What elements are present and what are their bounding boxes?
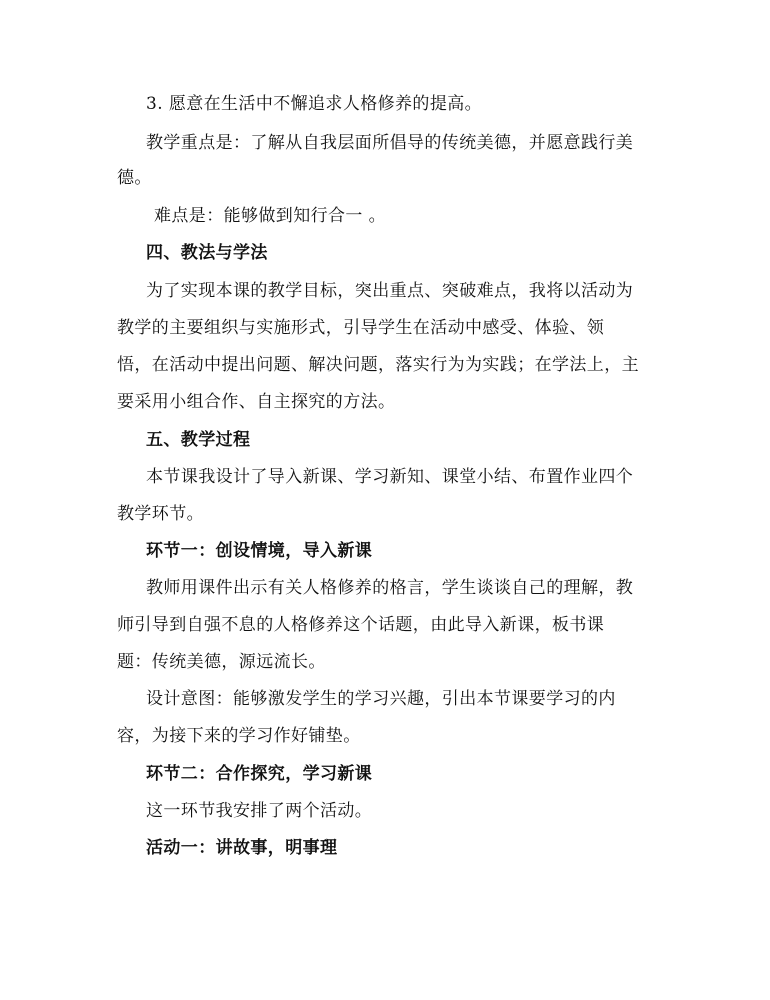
stage-1-line-2: 师引导到自强不息的人格修养这个话题，由此导入新课，板书课 (117, 615, 605, 635)
section-heading-4: 四、教法与学法 (146, 243, 268, 263)
stage-2-intro: 这一环节我安排了两个活动。 (146, 801, 373, 821)
design-intent-line-1: 设计意图：能够激发学生的学习兴趣，引出本节课要学习的内 (146, 689, 616, 709)
method-line-2: 教学的主要组织与实施形式，引导学生在活动中感受、体验、领 (117, 318, 605, 338)
activity-1-heading: 活动一：讲故事，明事理 (146, 838, 338, 858)
key-point-line-2: 德。 (117, 168, 152, 188)
stage-1-line-1: 教师用课件出示有关人格修养的格言，学生谈谈自己的理解，教 (146, 578, 634, 598)
method-line-4: 要采用小组合作、自主探究的方法。 (117, 392, 396, 412)
design-intent-line-2: 容，为接下来的学习作好铺垫。 (117, 726, 361, 746)
method-line-3: 悟，在活动中提出问题、解决问题，落实行为为实践；在学法上，主 (117, 355, 639, 375)
stage-1-heading: 环节一：创设情境，导入新课 (146, 541, 373, 561)
key-point-line-1: 教学重点是：了解从自我层面所倡导的传统美德，并愿意践行美 (146, 133, 634, 153)
section-heading-5: 五、教学过程 (146, 430, 251, 450)
stage-1-line-3: 题：传统美德，源远流长。 (117, 652, 326, 672)
process-line-1: 本节课我设计了导入新课、学习新知、课堂小结、布置作业四个 (146, 467, 634, 487)
method-line-1: 为了实现本课的教学目标，突出重点、突破难点，我将以活动为 (146, 281, 634, 301)
objective-3: 3. 愿意在生活中不懈追求人格修养的提高。 (146, 94, 483, 114)
process-line-2: 教学环节。 (117, 504, 204, 524)
stage-2-heading: 环节二：合作探究，学习新课 (146, 764, 373, 784)
difficulty-point: 难点是：能够做到知行合一 。 (154, 206, 387, 226)
